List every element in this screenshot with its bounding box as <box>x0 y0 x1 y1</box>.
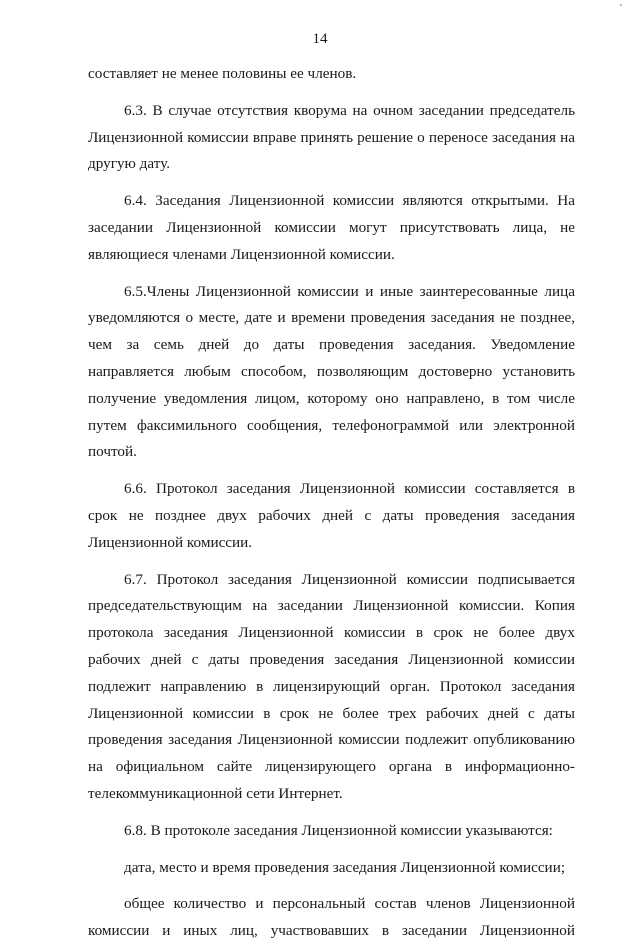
list-item-members-count: общее количество и персональный состав членов Лицензионной комиссии и иных лиц, участвовавших в заседании Лицензионной <box>88 895 575 940</box>
paragraph-6-5: 6.5.Члены Лицензионной комиссии и иные заинтересованные лица уведомляются о месте, дате и времени проведения заседания не позднее, чем за семь дней до даты проведения заседания. Уведомление направляется любым способом, позволяющим достоверно установить получение уведомления лицом, которому оно направлено, в том числе путем факсимильного сообщения, телефонограммой или электронной почтой. <box>88 282 575 461</box>
paragraph-6-6: 6.6. Протокол заседания Лицензионной комиссии составляется в срок не позднее двух рабочих дней с даты проведения заседания Лицензионной комиссии. <box>88 480 575 551</box>
paragraph-6-4: 6.4. Заседания Лицензионной комиссии являются открытыми. На заседании Лицензионной комиссии могут присутствовать лица, не являющиеся членами Лицензионной комиссии. <box>88 192 575 263</box>
paragraph-continuation: составляет не менее половины ее членов. <box>88 65 357 82</box>
paragraph-6-3: 6.3. В случае отсутствия кворума на очном заседании председатель Лицензионной комиссии вправе принять решение о переносе заседания на другую дату. <box>88 101 575 173</box>
scan-speck <box>620 4 622 6</box>
page-number: 14 <box>312 31 328 47</box>
list-item-date-place-time: дата, место и время проведения заседания Лицензионной комиссии; <box>124 858 566 876</box>
paragraph-6-8: 6.8. В протоколе заседания Лицензионной комиссии указываются: <box>124 821 553 839</box>
paragraph-6-7: 6.7. Протокол заседания Лицензионной комиссии подписывается председательствующим на заседании Лицензионной комиссии. Копия протокола заседания Лицензионной комиссии в срок не более двух рабочих дней с даты проведения заседания Лицензионной комиссии подлежит направлению в лицензирующий орган. Протокол заседания Лицензионной комиссии в срок не более трех рабочих дней с даты проведения заседания Лицензионной комиссии подлежит опубликованию на официальном сайте лицензирующего органа в информационно-телекоммуникационной сети Интернет. <box>88 570 575 802</box>
document-body <box>88 61 575 945</box>
